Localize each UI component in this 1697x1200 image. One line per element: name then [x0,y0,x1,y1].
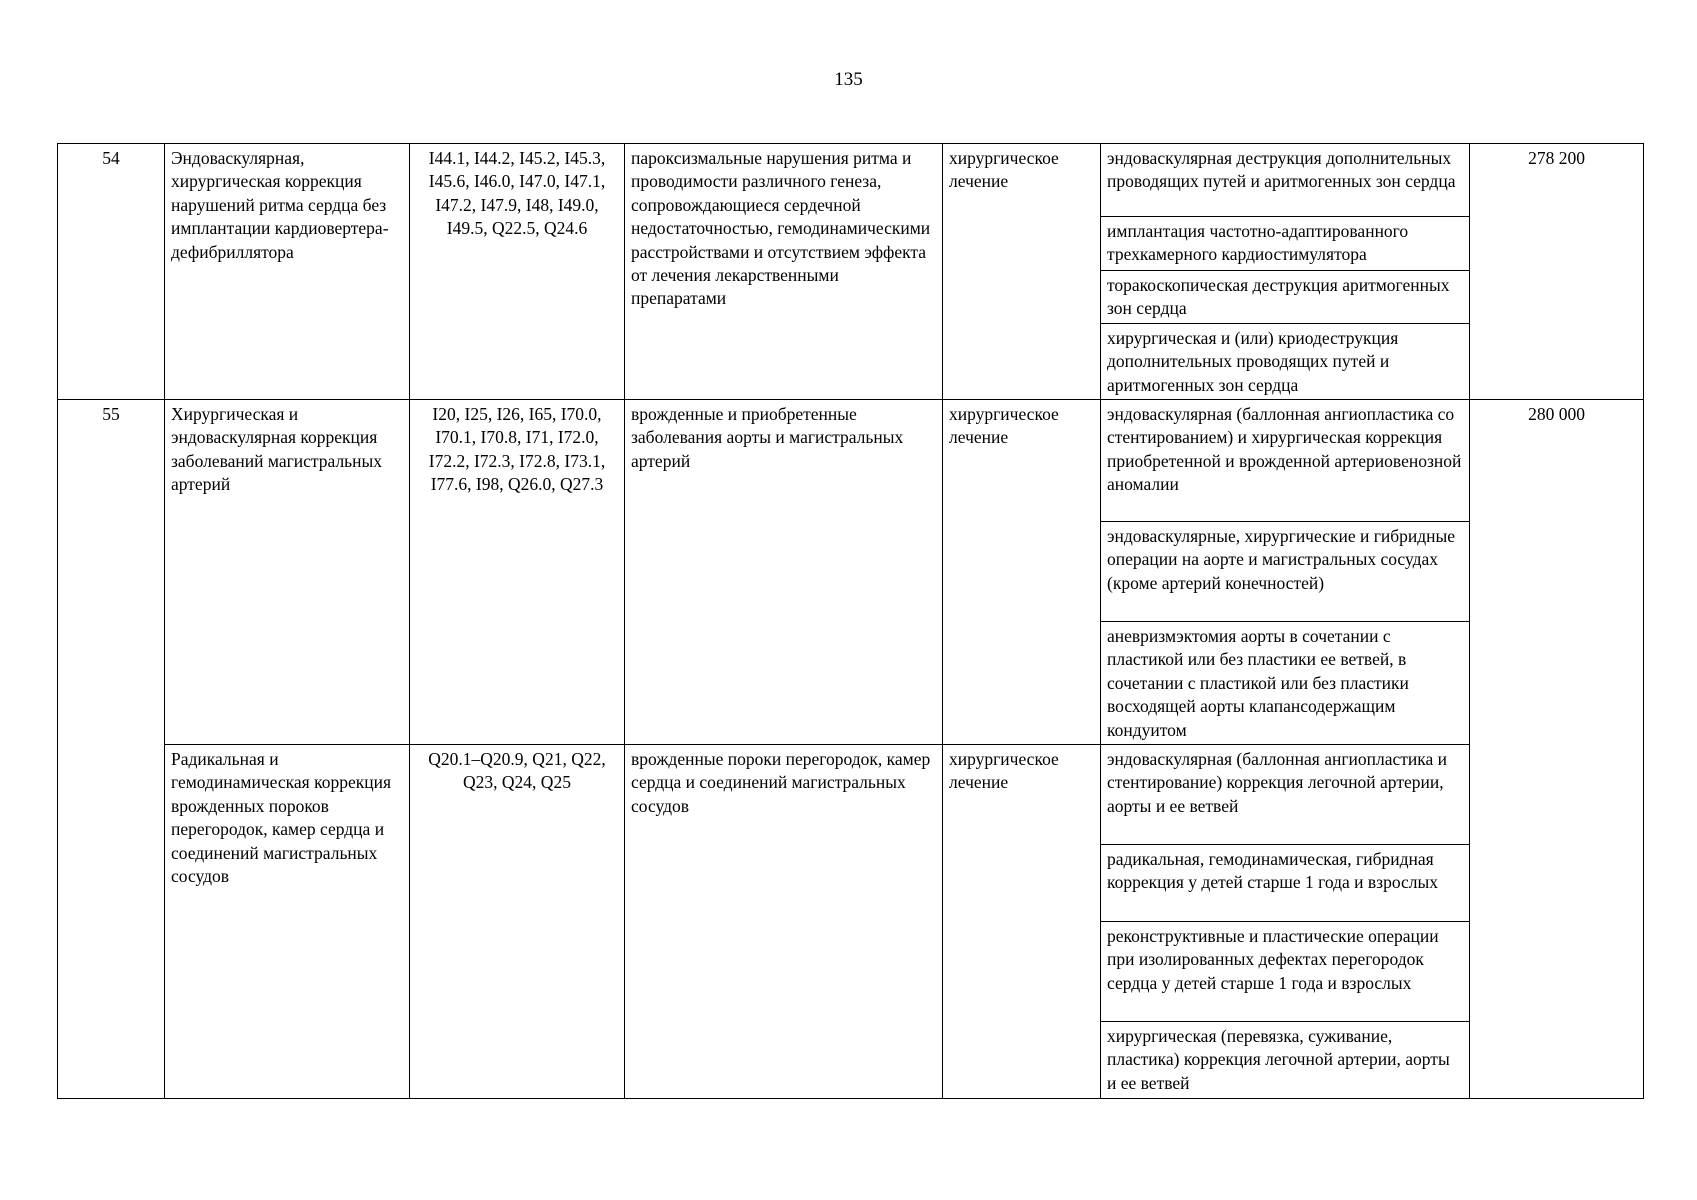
page-number: 135 [834,69,863,90]
table-row [58,144,1644,217]
row-number: 54 [58,144,165,400]
treatment-method-cell: торакоскопическая деструкция аритмогенных зон сердца [1101,271,1470,324]
treatment-type-cell: хирургическое лечение [943,400,1101,745]
patient-model-cell: врожденные и приобретенные заболевания аорты и магистральных артерий [625,400,943,745]
row-number: 55 [58,400,165,1099]
medical-care-table [57,143,1644,1099]
icd-codes-cell: Q20.1–Q20.9, Q21, Q22, Q23, Q24, Q25 [410,745,625,1099]
patient-model-cell: пароксизмальные нарушения ритма и проводимости различного генеза, сопровождающиеся сердечной недостаточностью, гемодинамическими расстройствами и отсутствием эффекта от лечения лекарственными препаратами [625,144,943,400]
treatment-method-cell: радикальная, гемодинамическая, гибридная коррекция у детей старше 1 года и взрослых [1101,845,1470,922]
treatment-method-cell: эндоваскулярная (баллонная ангиопластика со стентированием) и хирургическая коррекция приобретенной и врожденной артериовенозной аномалии [1101,400,1470,522]
treatment-method-cell: эндоваскулярная (баллонная ангиопластика и стентирование) коррекция легочной артерии, аорты и ее ветвей [1101,745,1470,845]
treatment-method-cell: хирургическая (перевязка, суживание, пластика) коррекция легочной артерии, аорты и ее ветвей [1101,1022,1470,1099]
treatment-method-cell: эндоваскулярные, хирургические и гибридные операции на аорте и магистральных сосудах (кроме артерий конечностей) [1101,522,1470,622]
treatment-method-cell: аневризмэктомия аорты в сочетании с пластикой или без пластики ее ветвей, в сочетании с пластикой или без пластики восходящей аорты клапансодержащим кондуитом [1101,622,1470,745]
care-name-cell: Эндоваскулярная, хирургическая коррекция нарушений ритма сердца без имплантации кардиовертера-дефибриллятора [165,144,410,400]
care-name-cell: Радикальная и гемодинамическая коррекция врожденных пороков перегородок, камер сердца и соединений магистральных сосудов [165,745,410,1099]
price-cell: 280 000 [1470,400,1644,1099]
price-cell: 278 200 [1470,144,1644,400]
table-row [58,400,1644,522]
treatment-type-cell: хирургическое лечение [943,745,1101,1099]
treatment-method-cell: эндоваскулярная деструкция дополнительных проводящих путей и аритмогенных зон сердца [1101,144,1470,217]
icd-codes-cell: I44.1, I44.2, I45.2, I45.3, I45.6, I46.0, I47.0, I47.1, I47.2, I47.9, I48, I49.0, I49.5, Q22.5, Q24.6 [410,144,625,400]
patient-model-cell: врожденные пороки перегородок, камер сердца и соединений магистральных сосудов [625,745,943,1099]
treatment-method-cell: хирургическая и (или) криодеструкция дополнительных проводящих путей и аритмогенных зон сердца [1101,324,1470,400]
icd-codes-cell: I20, I25, I26, I65, I70.0, I70.1, I70.8, I71, I72.0, I72.2, I72.3, I72.8, I73.1, I77.6, I98, Q26.0, Q27.3 [410,400,625,745]
treatment-method-cell: реконструктивные и пластические операции при изолированных дефектах перегородок сердца у детей старше 1 года и взрослых [1101,922,1470,1022]
treatment-type-cell: хирургическое лечение [943,144,1101,400]
table-row [58,745,1644,845]
treatment-method-cell: имплантация частотно-адаптированного трехкамерного кардиостимулятора [1101,217,1470,271]
care-name-cell: Хирургическая и эндоваскулярная коррекция заболеваний магистральных артерий [165,400,410,745]
